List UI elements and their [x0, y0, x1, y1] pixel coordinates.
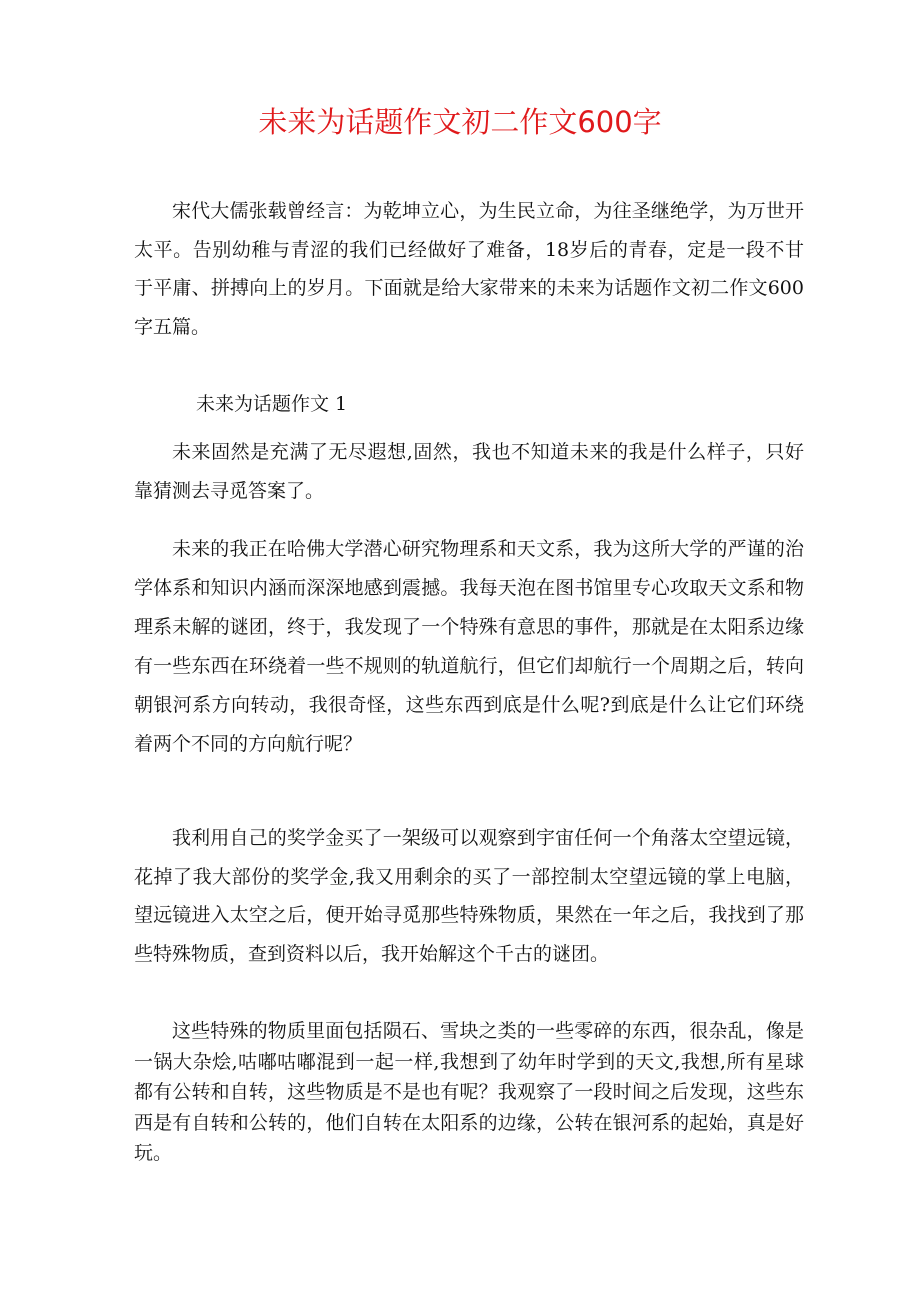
body-paragraph-4: 这些特殊的物质里面包括陨石、雪块之类的一些零碎的东西，很杂乱，像是一锅大杂烩,咕嘟咕嘟混到一起一样,我想到了幼年时学到的天文,我想,所有星球都有公转和自转，这些物质是不是也有呢？我观察了一段时间之后发现，这些东西是有自转和公转的，他们自转在太阳系的边缘，公转在银河系的起始，真是好玩。: [134, 1020, 804, 1164]
intro-paragraph: 宋代大儒张载曾经言：为乾坤立心，为生民立命，为往圣继绝学，为万世开太平。告别幼稚与青涩的我们已经做好了难备，18岁后的青春，定是一段不甘于平庸、拼搏向上的岁月。下面就是给大家带来的未来为话题作文初二作文600字五篇。: [134, 200, 804, 338]
document-title: 未来为话题作文初二作文600字: [258, 105, 662, 139]
section-title: 未来为话题作文 1: [196, 393, 348, 415]
body-paragraph-2: 未来的我正在哈佛大学潜心研究物理系和天文系，我为这所大学的严谨的治学体系和知识内涵而深深地感到震撼。我每天泡在图书馆里专心攻取天文系和物理系未解的谜团，终于，我发现了一个特殊有意思的事件，那就是在太阳系边缘有一些东西在环绕着一些不规则的轨道航行，但它们却航行一个周期之后，转向朝银河系方向转动，我很奇怪，这些东西到底是什么呢?到底是什么让它们环绕着两个不同的方向航行呢？: [134, 538, 804, 755]
body-paragraph-1: 未来固然是充满了无尽遐想,固然，我也不知道未来的我是什么样子，只好靠猜测去寻觅答案了。: [134, 441, 804, 502]
body-paragraph-3: 我利用自己的奖学金买了一架级可以观察到宇宙任何一个角落太空望远镜，花掉了我大部份的奖学金,我又用剩余的买了一部控制太空望远镜的掌上电脑，望远镜进入太空之后，便开始寻觅那些特殊物质，果然在一年之后，我找到了那些特殊物质，查到资料以后，我开始解这个千古的谜团。: [134, 827, 804, 965]
